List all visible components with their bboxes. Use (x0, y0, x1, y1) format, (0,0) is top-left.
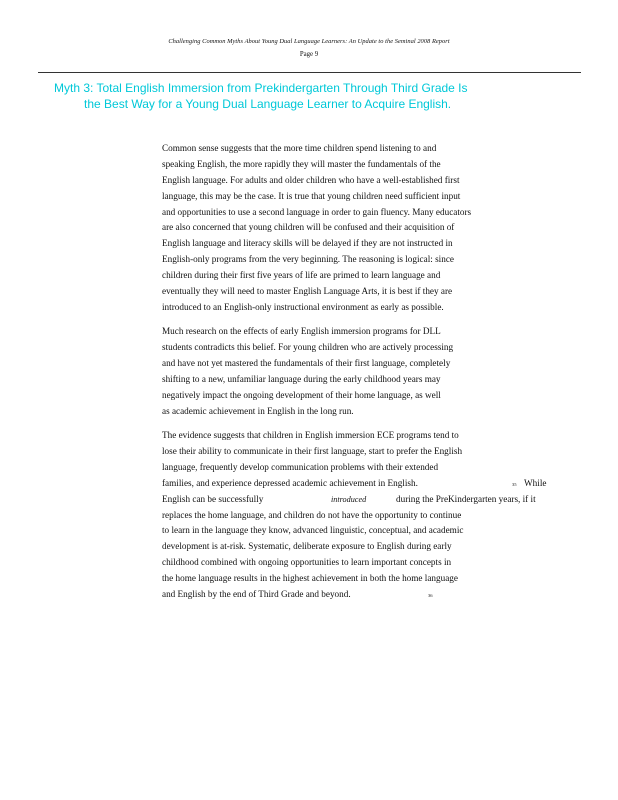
paragraph-1 (162, 141, 522, 316)
text-line: students contradicts this belief. For young children who are actively processing (162, 342, 454, 353)
text-fragment: and English by the end of Third Grade and beyond. (162, 589, 351, 600)
text-line-with-footnote (162, 476, 547, 492)
text-line: speaking English, the more rapidly they will master the fundamentals of the (162, 158, 441, 169)
text-fragment: during the PreKindergarten years, if it (396, 493, 536, 504)
paragraph-2 (162, 324, 522, 419)
header-divider (38, 72, 581, 73)
text-line: eventually they will need to master English Language Arts, it is best if they are (162, 286, 453, 297)
text-line: English language. For adults and older children who have a well-established first (162, 174, 460, 185)
text-line: are also concerned that young children will be confused and their acquisition of (162, 222, 455, 233)
body-text (162, 141, 547, 611)
text-line-with-italic (162, 492, 536, 508)
text-line: introduced to an English-only instructional environment as early as possible. (162, 301, 444, 312)
text-line: The evidence suggests that children in English immersion ECE programs tend to (162, 430, 459, 441)
text-line: Common sense suggests that the more time children spend listening to and (162, 143, 437, 153)
text-line: children during their first five years of life are primed to learn language and (162, 270, 441, 281)
paragraph-3 (162, 428, 547, 603)
running-header-title: Challenging Common Myths About Young Dual Language Learners: An Update to the Seminal 2008 Report (168, 38, 450, 45)
text-fragment: families, and experience depressed academic achievement in English. (162, 477, 418, 488)
text-line-with-footnote (162, 587, 522, 603)
text-line: language, this may be the case. It is true that young children need sufficient input (162, 190, 461, 201)
text-line: negatively impact the ongoing development of their home language, as well (162, 389, 441, 400)
text-line: language, frequently develop communication problems with their extended (162, 461, 439, 472)
text-line: lose their ability to communicate in their first language, start to prefer the English (162, 446, 463, 457)
text-line: replaces the home language, and children do not have the opportunity to continue (162, 509, 462, 520)
text-line: development is at-risk. Systematic, deliberate exposure to English during early (162, 541, 452, 552)
section-heading-line-2: the Best Way for a Young Dual Language Learner to Acquire English. (84, 97, 452, 111)
page-number: Page 9 (299, 51, 319, 58)
section-heading-line-1: Myth 3: Total English Immersion from Prekindergarten Through Third Grade Is (54, 81, 468, 95)
text-line: shifting to a new, unfamiliar language during the early childhood years may (162, 373, 441, 384)
text-line: and have not yet mastered the fundamentals of their first language, completely (162, 358, 451, 369)
text-line: and opportunities to use a second language in order to gain fluency. Many educators (162, 206, 472, 217)
footnote-marker: 35 (512, 481, 517, 487)
text-line: childhood combined with ongoing opportunities to learn important concepts in (162, 557, 452, 568)
text-line: Much research on the effects of early English immersion programs for DLL (162, 326, 441, 337)
text-line: English language and literacy skills will be delayed if they are not instructed in (162, 238, 453, 249)
text-line: as academic achievement in English in the long run. (162, 405, 354, 416)
text-fragment: English can be successfully (162, 493, 264, 504)
text-line: English-only programs from the very beginning. The reasoning is logical: since (162, 254, 454, 265)
footnote-marker: 36 (428, 593, 433, 599)
italic-word: introduced (331, 494, 367, 504)
text-line: the home language results in the highest achievement in both the home language (162, 573, 458, 584)
text-line: to learn in the language they know, advanced linguistic, conceptual, and academic (162, 525, 464, 536)
text-fragment: While (524, 477, 547, 488)
